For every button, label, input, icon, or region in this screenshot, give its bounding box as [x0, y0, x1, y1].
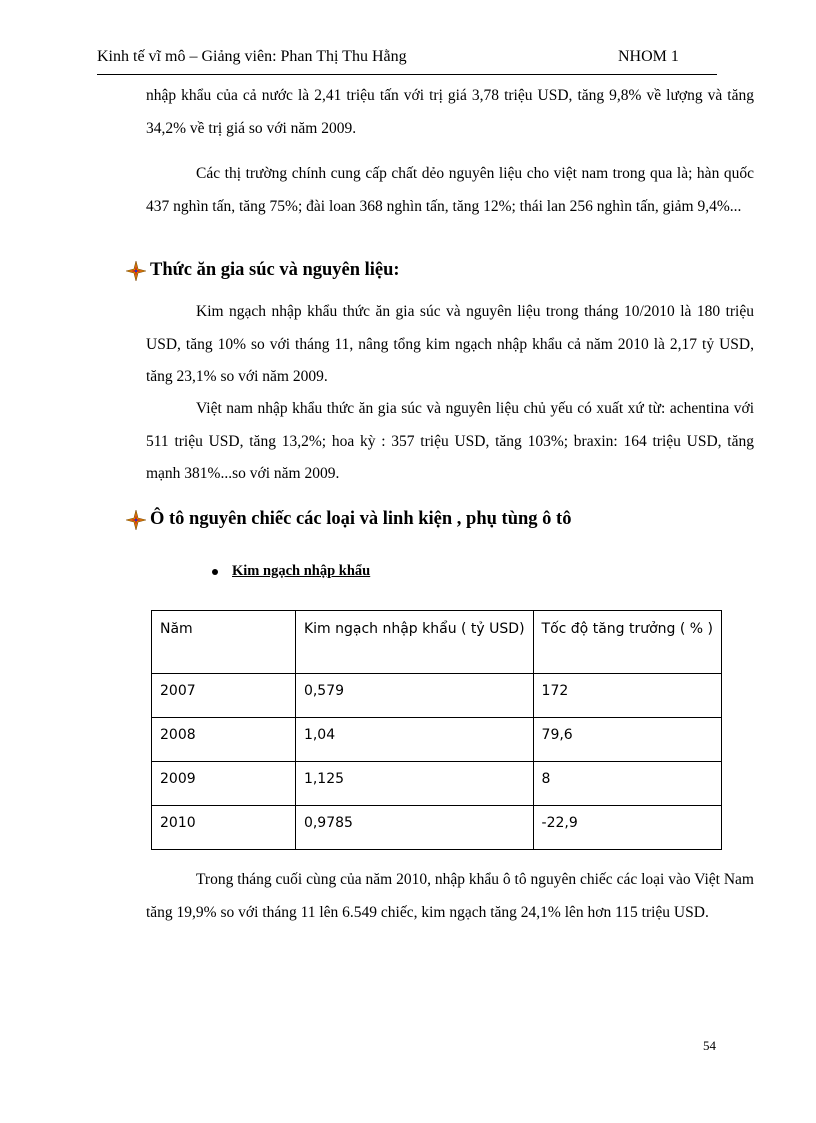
page-header [97, 48, 717, 72]
table-header-cell: Năm [152, 611, 296, 674]
table-row [152, 806, 722, 850]
bullet-import-value [212, 563, 370, 580]
section-heading-cars [126, 509, 571, 530]
table-row [152, 718, 722, 762]
bullet-text: Kim ngạch nhập khẩu [232, 563, 371, 579]
table-cell: -22,9 [533, 806, 721, 850]
table-cell: 1,04 [295, 718, 533, 762]
table-row [152, 762, 722, 806]
table-row [152, 674, 722, 718]
header-divider [97, 74, 717, 75]
paragraph-import-totals: nhập khẩu của cả nước là 2,41 triệu tấn với trị giá 3,78 triệu USD, tăng 9,8% về lượng và tăng 34,2% về trị giá so với năm 2009. [146, 87, 754, 137]
table-cell: 8 [533, 762, 721, 806]
table-cell: 0,579 [295, 674, 533, 718]
four-point-star-icon [126, 510, 146, 530]
table-cell: 2009 [152, 762, 296, 806]
import-value-table [151, 610, 722, 850]
table-cell: 172 [533, 674, 721, 718]
table-cell: 1,125 [295, 762, 533, 806]
header-course-title: Kinh tế vĩ mô – Giảng viên: Phan Thị Thu Hằng [97, 48, 407, 65]
section-heading-text: Ô tô nguyên chiếc các loại và linh kiện , phụ tùng ô tô [150, 509, 572, 529]
table-header-cell: Kim ngạch nhập khẩu ( tỷ USD) [295, 611, 533, 674]
section-heading-animal-feed [126, 260, 400, 281]
four-point-star-icon [126, 261, 146, 281]
table-cell: 2010 [152, 806, 296, 850]
page-number: 54 [703, 1038, 716, 1053]
section-heading-text: Thức ăn gia súc và nguyên liệu: [150, 260, 400, 280]
paragraph-feed-origins: Việt nam nhập khẩu thức ăn gia súc và nguyên liệu chủ yếu có xuất xứ từ: achentina với 511 triệu USD, tăng 13,2%; hoa kỳ : 357 triệu USD, tăng 103%; braxin: 164 triệu USD, tăng mạnh 381%...so với năm 2009. [146, 400, 754, 482]
paragraph-car-imports: Trong tháng cuối cùng của năm 2010, nhập khẩu ô tô nguyên chiếc các loại vào Việt Nam tăng 19,9% so với tháng 11 lên 6.549 chiếc, kim ngạch tăng 24,1% lên hơn 115 triệu USD. [146, 871, 754, 921]
header-group-name: NHOM 1 [618, 48, 679, 65]
table-cell: 79,6 [533, 718, 721, 762]
bullet-dot-icon [212, 569, 218, 575]
table-cell: 2008 [152, 718, 296, 762]
table-header-row [152, 611, 722, 674]
table-cell: 0,9785 [295, 806, 533, 850]
paragraph-feed-import-value: Kim ngạch nhập khẩu thức ăn gia súc và nguyên liệu trong tháng 10/2010 là 180 triệu USD, tăng 10% so với tháng 11, nâng tổng kim ngạch nhập khẩu cả năm 2010 là 2,17 tỷ USD, tăng 23,1% so với năm 2009. [146, 303, 754, 385]
table-cell: 2007 [152, 674, 296, 718]
table-header-cell: Tốc độ tăng trưởng ( % ) [533, 611, 721, 674]
paragraph-plastic-markets: Các thị trường chính cung cấp chất dẻo nguyên liệu cho việt nam trong qua là; hàn quốc 437 nghìn tấn, tăng 75%; đài loan 368 nghìn tấn, tăng 12%; thái lan 256 nghìn tấn, giảm 9,4%... [146, 165, 754, 215]
